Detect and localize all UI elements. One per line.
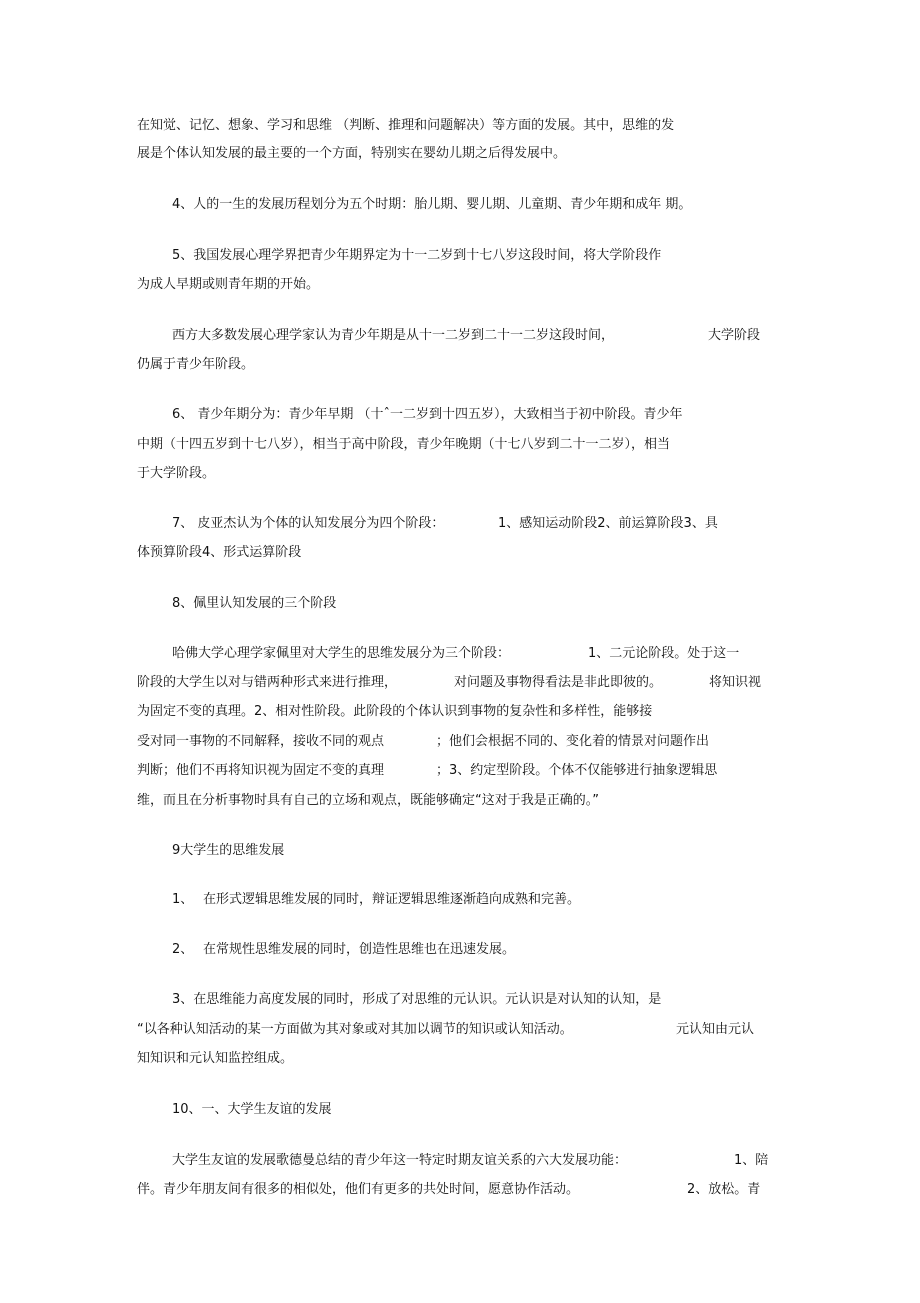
text-line: 4、人的一生的发展历程划分为五个时期：胎儿期、婴儿期、儿童期、青少年期和成年 期。 [172,197,692,212]
text-line: 1、感知运动阶段2、前运算阶段3、具 [498,516,718,531]
text-line: 体预算阶段4、形式运算阶段 [137,545,302,560]
text-line: 伴。青少年朋友间有很多的相似处，他们有更多的共处时间，愿意协作活动。 [137,1182,580,1197]
text-line: 8、佩里认知发展的三个阶段 [172,596,337,611]
text-line: 对问题及事物得看法是非此即彼的。 [454,675,663,690]
text-line: 受对同一事物的不同解释，接收不同的观点 [137,734,385,749]
text-line: ；3、约定型阶段。个体不仅能够进行抽象逻辑思 [436,763,718,778]
text-line: 中期（十四五岁到十七八岁），相当于高中阶段，青少年晚期（十七八岁到二十一二岁），相当 [137,437,671,452]
text-line: “以各种认知活动的某一方面做为其对象或对其加以调节的知识或认知活动。 [137,1022,573,1037]
text-line: 在知觉、记忆、想象、学习和思维 （判断、推理和问题解决）等方面的发展。其中，思维的发 [137,118,675,133]
text-line: 西方大多数发展心理学家认为青少年期是从十一二岁到二十一二岁这段时间， [172,328,615,343]
text-line: 为成人早期或则青年期的开始。 [137,277,320,292]
text-line: 哈佛大学心理学家佩里对大学生的思维发展分为三个阶段： [172,646,511,661]
text-line: 将知识视 [709,675,762,690]
text-line: 于大学阶段。 [137,466,216,481]
text-line: 5、我国发展心理学界把青少年期界定为十一二岁到十七八岁这段时间，将大学阶段作 [172,248,662,263]
text-line: ；他们会根据不同的、变化着的情景对问题作出 [436,734,710,749]
text-line: 展是个体认知发展的最主要的一个方面，特别实在婴幼儿期之后得发展中。 [137,146,567,161]
text-line: 6、 青少年期分为：青少年早期 （十ˆ一二岁到十四五岁），大致相当于初中阶段。青少年 [172,407,683,422]
text-line: 9大学生的思维发展 [172,843,285,858]
text-line: 大学阶段 [708,328,761,343]
text-line: 在形式逻辑思维发展的同时，辩证逻辑思维逐渐趋向成熟和完善。 [203,892,581,907]
text-line: 判断；他们不再将知识视为固定不变的真理 [137,763,385,778]
text-line: 大学生友谊的发展歌德曼总结的青少年这一特定时期友谊关系的六大发展功能： [172,1153,628,1168]
text-line: 知知识和元认知监控组成。 [137,1051,294,1066]
text-line: 维，而且在分析事物时具有自己的立场和观点，既能够确定“这对于我是正确的。” [137,793,599,808]
text-line: 3、在思维能力高度发展的同时，形成了对思维的元认识。元认识是对认知的认知，是 [172,992,662,1007]
text-line: 元认知由元认 [676,1022,755,1037]
text-line: 在常规性思维发展的同时，创造性思维也在迅速发展。 [203,942,516,957]
text-line: 阶段的大学生以对与错两种形式来进行推理， [137,675,398,690]
text-line: 2、 [172,942,194,957]
text-line: 1、 [172,892,194,907]
text-line: 1、陪 [734,1153,769,1168]
text-line: 10、一、大学生友谊的发展 [172,1102,332,1117]
text-line: 为固定不变的真理。2、相对性阶段。此阶段的个体认识到事物的复杂性和多样性，能够接 [137,704,653,719]
text-line: 7、 皮亚杰认为个体的认知发展分为四个阶段： [172,516,445,531]
text-line: 1、二元论阶段。处于这一 [588,646,740,661]
text-line: 2、放松。青 [687,1182,761,1197]
text-line: 仍属于青少年阶段。 [137,357,255,372]
